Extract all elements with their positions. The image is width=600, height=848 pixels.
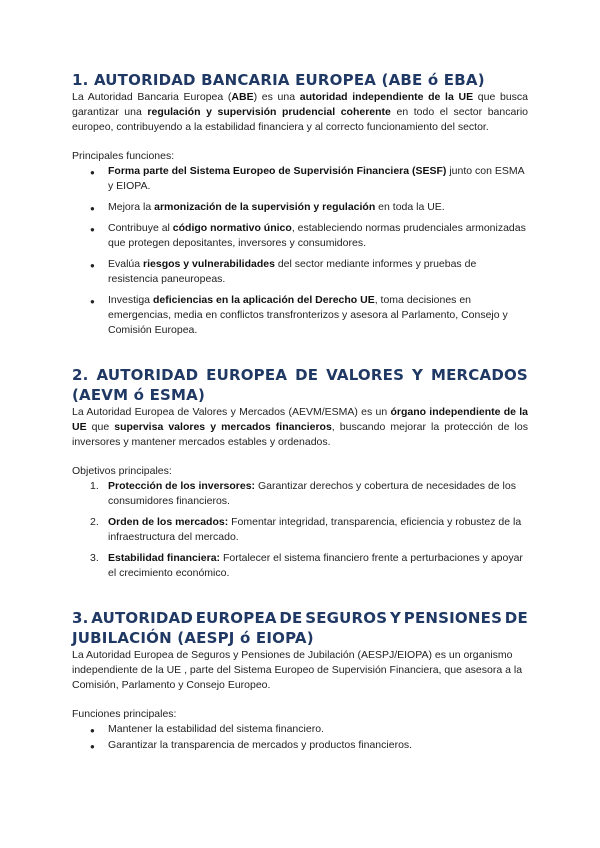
title-word: DE xyxy=(504,609,528,627)
section-3-title xyxy=(72,608,528,648)
text-run: La Autoridad Europea de Valores y Mercados (AEVM/ESMA) es un xyxy=(72,406,391,418)
section-3-list xyxy=(72,722,528,753)
section-3-title-line-2: JUBILACIÓN (AESPJ ó EIOPA) xyxy=(72,629,314,647)
bold-text: código normativo único xyxy=(172,222,292,234)
bullet-list-item xyxy=(72,257,528,287)
section-3-list-heading: Funciones principales: xyxy=(72,708,177,720)
title-word: AUTORIDAD xyxy=(91,609,194,627)
section-1-list-heading: Principales funciones: xyxy=(72,150,175,162)
bold-text: regulación y supervisión prudencial coherente xyxy=(147,106,391,118)
bold-text: Estabilidad financiera: xyxy=(108,552,221,564)
bullet-icon: ● xyxy=(90,742,95,751)
bold-text: armonización de la supervisión y regulación xyxy=(154,201,376,213)
bullet-list-item xyxy=(72,293,528,338)
section-3-title-line-1 xyxy=(72,608,528,628)
title-word: Y xyxy=(412,366,424,384)
bullet-list-item xyxy=(72,200,528,215)
title-word: Y xyxy=(389,609,402,627)
title-word: PENSIONES xyxy=(403,609,503,627)
text-run: Garantizar derechos y cobertura de necesidades de los consumidores financieros. xyxy=(108,480,516,507)
section-3-intro: La Autoridad Europea de Seguros y Pensiones de Jubilación (AESPJ/EIOPA) es un organismo independiente de la UE , parte del Sistema Europeo de Supervisión Financiera, que asesora a la Comisión, Parlamento y Consejo Europeo. xyxy=(72,649,523,691)
text-run: en todo el sector bancario europeo, contribuyendo a la estabilidad financiera y al correcto funcionamiento del sector. xyxy=(72,106,528,133)
bullet-icon: ● xyxy=(90,297,95,306)
section-2-list xyxy=(72,479,528,581)
document-content xyxy=(72,70,528,753)
section-1-list xyxy=(72,164,528,338)
bullet-icon: ● xyxy=(90,261,95,270)
title-word: 2. xyxy=(72,366,89,384)
numbered-list-item xyxy=(72,479,528,509)
bullet-list-item xyxy=(72,738,528,753)
bullet-icon: ● xyxy=(90,726,95,735)
bold-text: riesgos y vulnerabilidades xyxy=(143,258,275,270)
bold-text: Protección de los inversores: xyxy=(108,480,256,492)
bold-text: Forma parte del Sistema Europeo de Supervisión Financiera (SESF) xyxy=(108,165,447,177)
text-run: Contribuye al xyxy=(108,222,173,234)
text-run: Investiga xyxy=(108,294,153,306)
bold-text: autoridad independiente de la UE xyxy=(299,91,474,103)
text-run: del sector mediante informes y pruebas de resistencia paneuropeas. xyxy=(108,258,477,285)
section-2-list-heading: Objetivos principales: xyxy=(72,465,172,477)
text-run: que busca garantizar una xyxy=(72,91,528,118)
title-word: VALORES xyxy=(326,366,405,384)
numbered-list-item xyxy=(72,515,528,545)
text-run: , buscando mejorar la protección de los inversores y mantener mercados estables y ordenados. xyxy=(72,421,528,448)
title-word: DE xyxy=(295,366,319,384)
text-run: que xyxy=(86,421,115,433)
list-item-text: Mantener la estabilidad del sistema financiero. xyxy=(108,723,324,735)
bullet-icon: ● xyxy=(90,168,95,177)
text-run: Fomentar integridad, transparencia, eficiencia y robustez de la infraestructura del mercado. xyxy=(108,516,522,543)
bold-text: órgano independiente de la UE xyxy=(72,406,529,433)
list-number: 3. xyxy=(90,552,99,564)
text-run: , toma decisiones en emergencias, media en conflictos transfronterizos y asesora al Parlamento, Consejo y Comisión Europea. xyxy=(108,294,508,336)
list-number: 1. xyxy=(90,480,99,492)
text-run: Evalúa xyxy=(108,258,144,270)
section-2-title-line-2: (AEVM ó ESMA) xyxy=(72,386,206,404)
bold-text: supervisa valores y mercados financieros xyxy=(114,421,332,433)
title-word: SEGUROS xyxy=(305,609,388,627)
section-1-title: 1. AUTORIDAD BANCARIA EUROPEA (ABE ó EBA) xyxy=(72,71,485,89)
section-2-title-line-1 xyxy=(72,365,528,385)
text-run: Fortalecer el sistema financiero frente a perturbaciones y apoyar el crecimiento económico. xyxy=(108,552,523,579)
bullet-icon: ● xyxy=(90,225,95,234)
section-2-title xyxy=(72,365,528,405)
title-word: DE xyxy=(279,609,303,627)
numbered-list-item xyxy=(72,551,528,581)
bold-text: ABE xyxy=(231,91,254,103)
title-word: EUROPEA xyxy=(206,366,288,384)
bullet-icon: ● xyxy=(90,204,95,213)
section-2-intro xyxy=(72,405,528,450)
text-run: La Autoridad Bancaria Europea ( xyxy=(72,91,232,103)
bullet-list-item xyxy=(72,221,528,251)
title-word: EUROPEA xyxy=(195,609,277,627)
section-1-intro xyxy=(72,90,528,135)
text-run: Mejora la xyxy=(108,201,155,213)
text-run: en toda la UE. xyxy=(375,201,445,213)
title-word: AUTORIDAD xyxy=(96,366,199,384)
list-item-text: Garantizar la transparencia de mercados y productos financieros. xyxy=(108,739,413,751)
bullet-list-item xyxy=(72,164,528,194)
bullet-list-item xyxy=(72,722,528,737)
text-run: ) es una xyxy=(253,91,300,103)
title-word: MERCADOS xyxy=(430,366,528,384)
bold-text: Orden de los mercados: xyxy=(108,516,229,528)
text-run: , estableciendo normas prudenciales armonizadas que protegen depositantes, inversores y consumidores. xyxy=(108,222,526,249)
list-number: 2. xyxy=(90,516,99,528)
text-run: junto con ESMA y EIOPA. xyxy=(108,165,525,192)
title-word: 3. xyxy=(72,609,89,627)
bold-text: deficiencias en la aplicación del Derecho UE xyxy=(152,294,375,306)
